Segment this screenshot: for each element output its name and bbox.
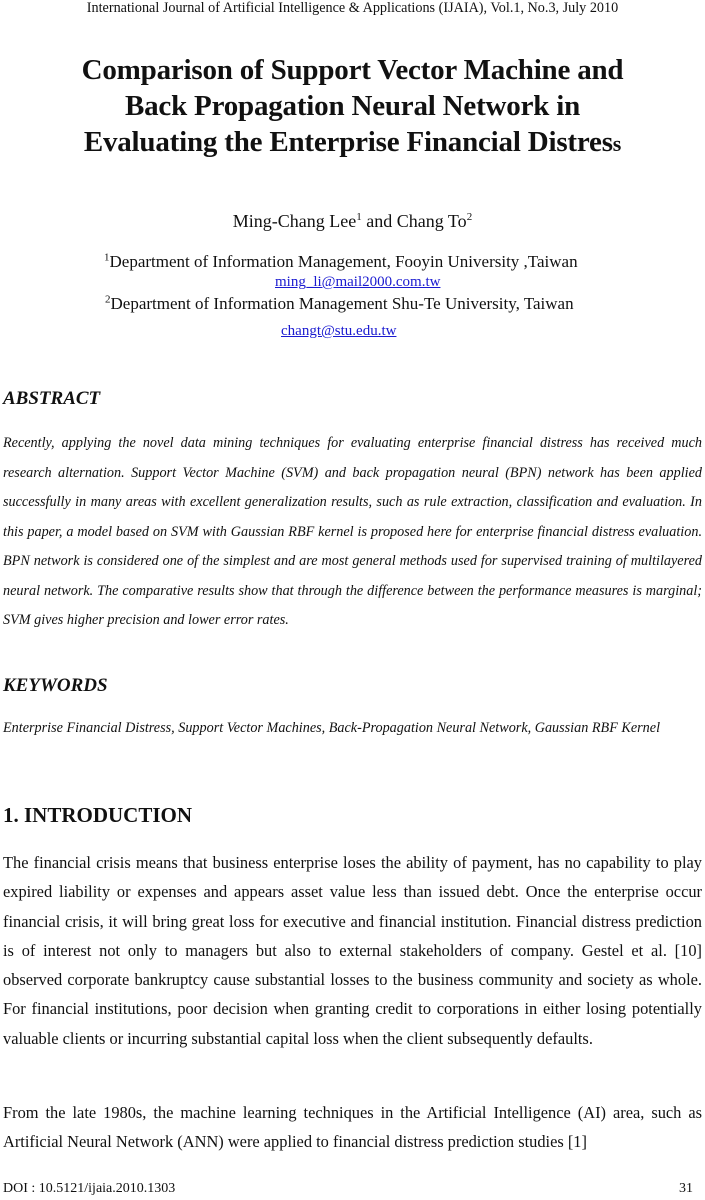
title-line-2: Back Propagation Neural Network in [124,90,581,122]
keywords-text: Enterprise Financial Distress, Support Vector Machines, Back-Propagation Neural Network, Gaussian RBF Kernel [3,720,661,736]
page-number: 31 [679,1181,693,1196]
paper-title [0,52,705,162]
introduction-heading: 1. INTRODUCTION [3,803,193,827]
abstract-text: Recently, applying the novel data mining techniques for evaluating enterprise financial distress has received much research alternation. Support Vector Machine (SVM) and back propagation neural (BPN) network has been applied successfully in many areas with excellent generalization results, such as rule extraction, classification and evaluation. In this paper, a model based on SVM with Gaussian RBF kernel is proposed here for enterprise financial distress evaluation. BPN network is considered one of the simplest and are most general methods used for supervised training of multilayered neural network. The comparative results show that through the difference between the performance measures is marginal; SVM gives higher precision and lower error rates. [3,435,702,628]
affiliation-1: $^1$Department of Information Management, Fooyin University ,Taiwan [104,251,578,271]
doi-footer: DOI : 10.5121/ijaia.2010.1303 [3,1181,176,1196]
affiliation-2: $^2$Department of Information Management Shu-Te University, Taiwan [105,293,574,313]
title-line-3: Evaluating the Enterprise Financial Distress [83,126,622,158]
journal-header: International Journal of Artificial Intelligence & Applications (IJAIA), Vol.1, No.3, July 2010 [86,0,619,16]
author-line: Ming-Chang Lee$^1$ and Chang To$^2$ [232,211,473,231]
introduction-paragraph-2: From the late 1980s, the machine learning techniques in the Artificial Intelligence (AI) area, such as Artificial Neural Network (ANN) were applied to financial distress prediction studies [1] [3,1103,702,1152]
author-1: Ming-Chang Lee [232,211,357,231]
email-link-1[interactable]: ming_li@mail2000.com.tw [275,274,441,290]
abstract-heading: ABSTRACT [3,388,101,409]
email-link-2[interactable]: changt@stu.edu.tw [281,323,397,339]
introduction-paragraph-1: The financial crisis means that business enterprise loses the ability of payment, has no capability to play expired liability or expenses and appears asset value less than issued debt. Once the enterprise occur financial crisis, it will bring great loss for executive and financial institution. Financial distress prediction is of interest not only to managers but also to external stakeholders of company. Gestel et al. [10] observed corporate bankruptcy cause substantial losses to the business community and society as whole. For financial institutions, poor decision when granting credit to corporations in either losing potentially valuable clients or incurring substantial capital loss when the client subsequently defaults. [3,853,702,1048]
title-line-1: Comparison of Support Vector Machine and [81,54,624,86]
keywords-heading: KEYWORDS [3,675,108,696]
author-2: Chang To [396,211,467,231]
